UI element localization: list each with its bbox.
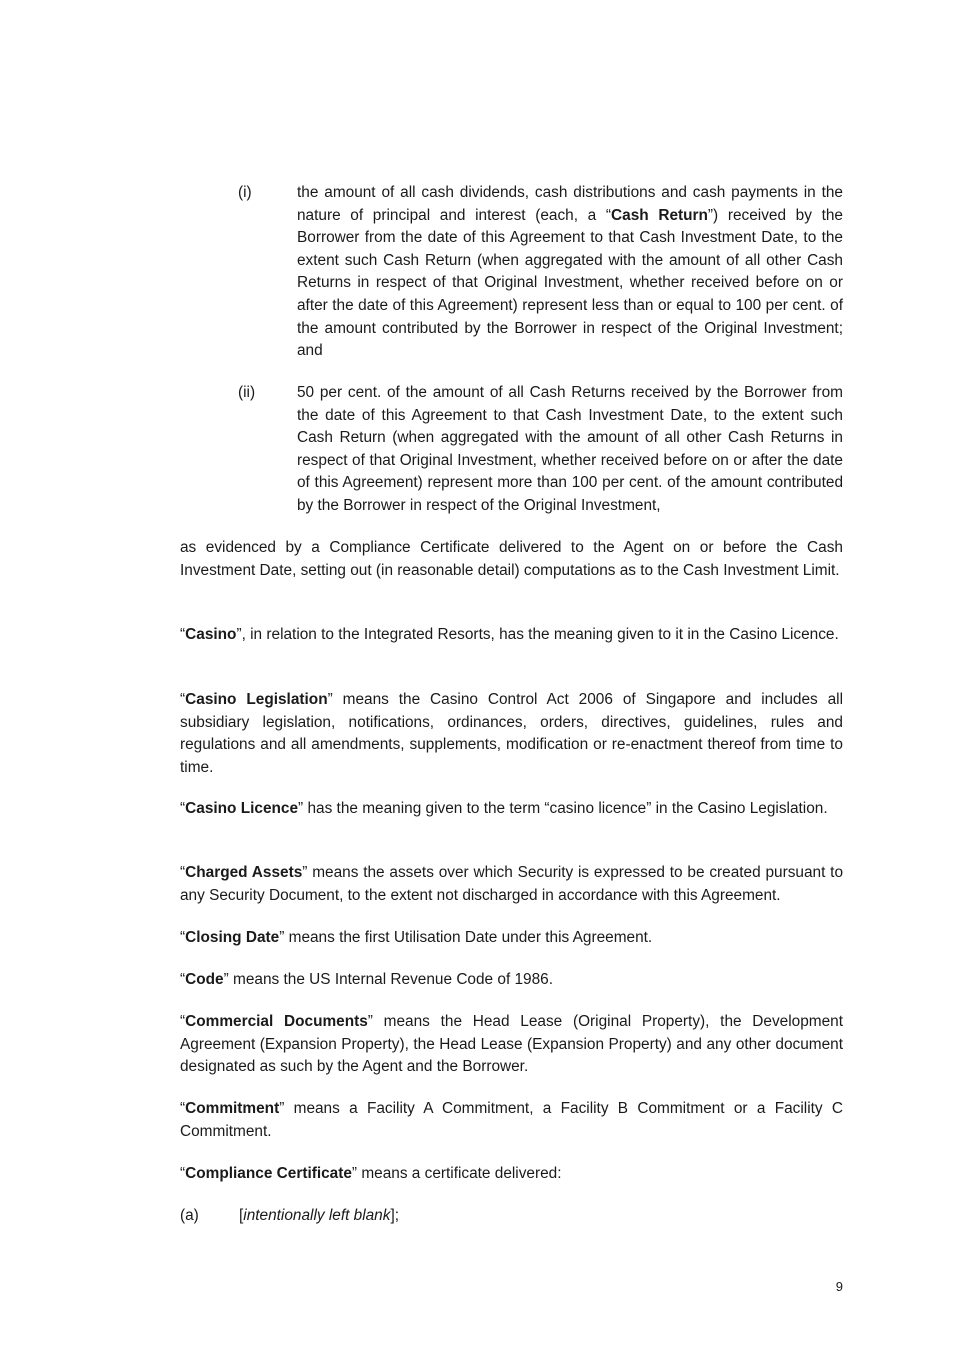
definition-commitment: “Commitment” means a Facility A Commitment, a Facility B Commitment or a Facility C Commitment. — [180, 1100, 843, 1140]
definition-casino-licence: “Casino Licence” has the meaning given to the term “casino licence” in the Casino Legislation. — [180, 800, 828, 817]
defined-term: Commercial Documents — [185, 1013, 368, 1030]
page-number: 9 — [835, 1279, 843, 1294]
sub-item-number: (ii) — [238, 384, 256, 401]
list-item-number: (a) — [180, 1207, 199, 1224]
defined-term: Closing Date — [185, 929, 280, 946]
defined-term: Casino — [185, 626, 237, 643]
definition-code: “Code” means the US Internal Revenue Code of 1986. — [180, 971, 554, 988]
defined-term: Code — [185, 971, 224, 988]
evidenced-paragraph: as evidenced by a Compliance Certificate delivered to the Agent on or before the Cash Investment Date, setting out (in reasonable detail) computations as to the Cash Investment Limit. — [180, 539, 843, 579]
defined-term: Commitment — [185, 1100, 280, 1117]
sub-item-number: (i) — [238, 184, 252, 201]
definition-compliance-certificate: “Compliance Certificate” means a certificate delivered: — [180, 1165, 562, 1182]
defined-term: Compliance Certificate — [185, 1165, 352, 1182]
sub-item-ii — [238, 382, 843, 518]
definition-charged-assets: “Charged Assets” means the assets over which Security is expressed to be created pursuant to any Security Document, to the extent not discharged in accordance with this Agreement. — [180, 864, 843, 904]
definition-closing-date: “Closing Date” means the first Utilisation Date under this Agreement. — [180, 929, 653, 946]
defined-term: Casino Legislation — [185, 691, 328, 708]
sub-item-text: the amount of all cash dividends, cash distributions and cash payments in the nature of principal and interest (each, a “Cash Return”) received by the Borrower from the date of this Agreement to that Cash Investment Date, to the extent such Cash Return (when aggregated with the amount of all other Cash Returns in respect of that Original Investment, whether received before on or after the date of this Agreement) represent less than or equal to 100 per cent. of the amount contributed by the Borrower in respect of the Original Investment; and — [297, 184, 843, 360]
definition-commercial-documents: “Commercial Documents” means the Head Lease (Original Property), the Development Agreement (Expansion Property), the Head Lease (Expansion Property) and any other document designated as such by the Agent and the Borrower. — [180, 1013, 843, 1076]
defined-term: Casino Licence — [185, 800, 299, 817]
defined-term: Cash Return — [611, 206, 708, 224]
definition-casino: “Casino”, in relation to the Integrated Resorts, has the meaning given to it in the Casino Licence. — [180, 626, 839, 643]
sub-item-text: 50 per cent. of the amount of all Cash Returns received by the Borrower from the date of this Agreement to that Cash Investment Date, to the extent such Cash Return (when aggregated with the amount of all other Cash Returns in respect of that Original Investment, whether received before on or after the date of this Agreement) represent more than 100 per cent. of the amount contributed by the Borrower in respect of the Original Investment, — [297, 384, 843, 514]
list-item-text: [intentionally left blank]; — [239, 1207, 400, 1224]
list-item-a — [180, 1205, 843, 1228]
definition-casino-legislation: “Casino Legislation” means the Casino Control Act 2006 of Singapore and includes all subsidiary legislation, notifications, ordinances, orders, directives, guidelines, rules and regulations and all amendments, supplements, modification or re-enactment thereof from time to time. — [180, 691, 844, 776]
sub-item-i — [238, 182, 843, 363]
defined-term: Charged Assets — [185, 864, 303, 881]
